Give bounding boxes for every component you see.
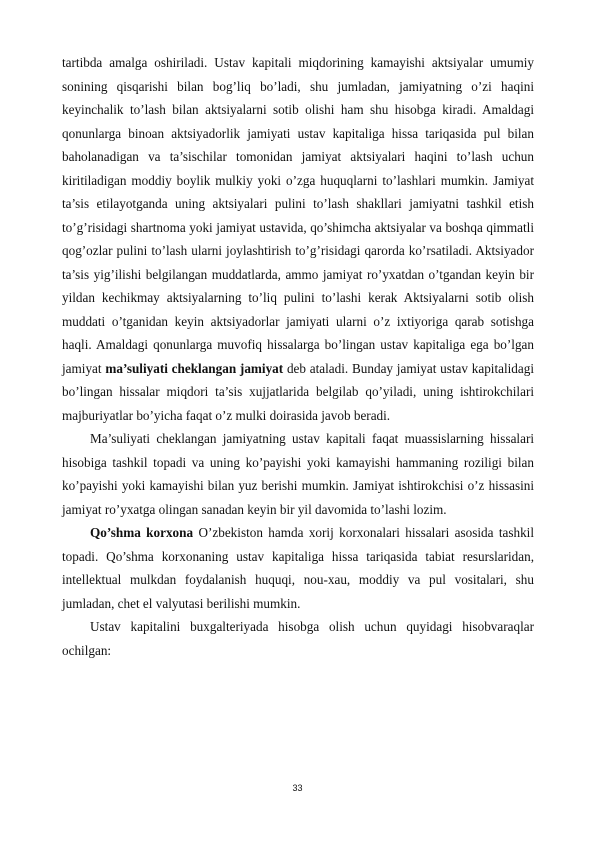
paragraph-3-text: O’zbekiston hamda xorij korxonalari hissalari asosida tashkil topadi. Qo’shma korxonaning ustav kapitaliga hissa tariqasida tabiat resurslaridan, intellektual mulkdan foydalanish huquqi, nou-xau, moddiy va pul vositalari, shu jumladan, chet el valyutasi berilishi mumkin. [62,525,534,611]
paragraph-1-continuation: deb ataladi. Bunday jamiyat ustav kapitalidagi bo’lingan hissalar miqdori ta’sis xujjatlarida belgilab qo’yiladi, uning ishtirokchilari majburiyatlar bo’yicha faqat o’z mulki doirasida javob beradi. [62,360,535,423]
paragraph-1-text: tartibda amalga oshiriladi. Ustav kapitali miqdorining kamayishi aktsiyalar umumiy sonining qisqarishi bilan bog’liq bo’ladi, shu jumladan, jamiyatning o’zi haqini keyinchalik to’lash bilan aktsiyalarni sotib olishi ham shu hisobga kiradi. Amaldagi qonunlarga binoan aktsiyadorlik jamiyati ustav kapitaliga hissa tariqasida pul bilan baholanadigan va ta’sischilar tomonidan jamiyat aktsiyalari haqini to’lash uchun kiritiladigan moddiy boylik mulkiy yoki o’zga huquqlarni to’lashlari mumkin. Jamiyat ta’sis etilayotganda uning aktsiyalari pulini to’lash shakllari jamiyatni tashkil etish to’g’risidagi shartnoma yoki jamiyat ustavida, qo’shimcha aktsiyalar va boshqa qimmatli qog’ozlar pulini to’lash ularni joylashtirish to’g’risidagi qarorda ko’rsatiladi. Aktsiyador ta’sis yig’ilishi belgilangan muddatlarda, ammo jamiyat ro’yxatdan o’tgandan keyin bir yildan kechikmay aktsiyalarning to’liq pulini to’lashi kerak Aktsiyalarni sotib olish muddati o’tganidan keyin aktsiyadorlar jamiyati ularni o’z ixtiyoriga qarab sotishga haqli. Amaldagi qonunlarga muvofiq hissalarga bo’lingan ustav kapitaliga ega bo’lgan jamiyat [62,55,534,376]
paragraph-1 [62,51,534,427]
page-number: 33 [292,783,303,793]
paragraph-3 [62,521,534,615]
paragraph-4 [62,615,534,662]
paragraph-4-text: Ustav kapitalini buxgalteriyada hisobga olish uchun quyidagi hisobvaraqlar ochilgan: [62,619,534,658]
page-body [62,51,534,662]
paragraph-2-text: Ma’suliyati cheklangan jamiyatning ustav kapitali faqat muassislarning hissalari hisobiga tashkil topadi va uning ko’payishi yoki kamayishi hammaning roziligi bilan ko’payishi yoki kamayishi bilan yuz berishi mumkin. Jamiyat ishtirokchisi o’z hissasini jamiyat ro’yxatga olingan sanadan keyin bir yil davomida to’lashi lozim. [62,431,534,517]
paragraph-1-term: ma’suliyati cheklangan jamiyat [105,360,284,376]
paragraph-2 [62,427,534,521]
paragraph-3-term: Qo’shma korxona [90,525,194,540]
